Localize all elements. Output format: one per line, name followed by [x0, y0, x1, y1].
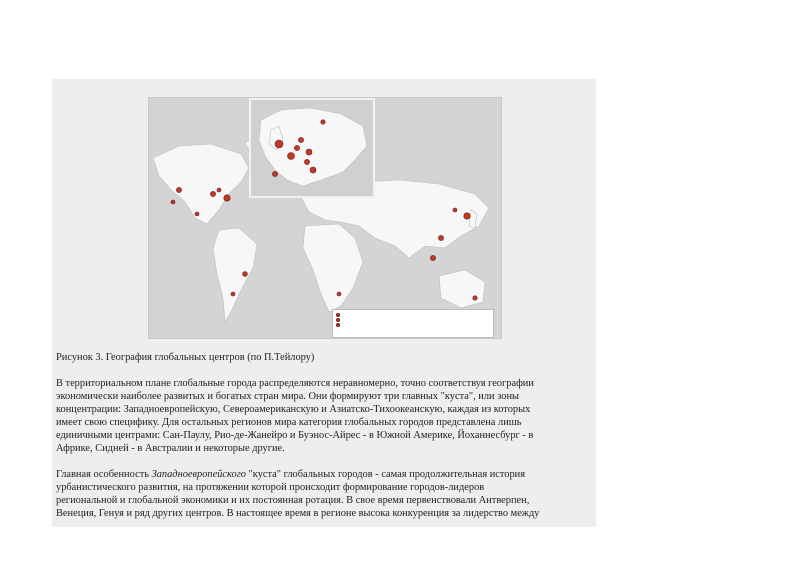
city-marker-seoul	[453, 208, 457, 212]
paragraph-line: урбанистического развития, на протяжении которой происходит формирование городов-лидеров	[56, 482, 485, 493]
paragraph-text: Главная особенность	[56, 469, 152, 480]
legend-marker-icon	[336, 313, 340, 317]
paragraph-line: экономически наиболее развитых и богатых стран мира. Они формируют три главных "куста", или зоны	[56, 391, 519, 402]
paragraph-1	[56, 377, 592, 455]
north-america-landmass	[153, 144, 249, 224]
map-legend	[332, 309, 494, 338]
city-marker-singapore	[430, 255, 435, 260]
legend-marker-icon	[336, 318, 340, 322]
paragraph-line	[56, 468, 592, 481]
paragraph-text: "куста" глобальных городов - самая продолжительная история	[245, 469, 526, 480]
city-marker-stockholm	[321, 120, 325, 124]
city-marker-new-york	[224, 195, 230, 201]
city-marker-tokyo	[464, 213, 470, 219]
city-marker-hong-kong	[438, 235, 443, 240]
city-marker-zurich	[304, 159, 309, 164]
legend-marker-icon	[336, 323, 340, 327]
document-page	[52, 79, 596, 527]
city-marker-amsterdam	[298, 137, 303, 142]
city-marker-paris	[288, 153, 295, 160]
city-marker-vancouver	[176, 187, 181, 192]
paragraph-line: В территориальном плане глобальные города распределяются неравномерно, точно соответствуя географии	[56, 378, 534, 389]
paragraph-line: единичными центрами: Сан-Паулу, Рио-де-Жанейро и Буэнос-Айрес - в Южной Америке, Йоханнесбург - в	[56, 430, 534, 441]
city-marker-madrid	[272, 171, 277, 176]
city-marker-sao-paulo	[243, 272, 248, 277]
europe-map	[251, 100, 373, 196]
figure-caption	[56, 351, 592, 364]
legend-row	[336, 322, 342, 327]
city-marker-chicago	[210, 191, 215, 196]
paragraph-line: региональной и глобальной экономики и их постоянная ротация. В свое время первенствовали Антверпен,	[56, 495, 530, 506]
city-marker-milan	[310, 167, 316, 173]
australia-landmass	[439, 270, 485, 308]
paragraph-line: Африке, Сидней - в Австралии и некоторые другие.	[56, 443, 285, 454]
city-marker-london	[275, 140, 283, 148]
city-marker-frankfurt	[306, 149, 312, 155]
south-america-landmass	[213, 228, 257, 322]
paragraph-2	[56, 468, 592, 520]
legend-left-column	[336, 312, 342, 327]
africa-landmass	[303, 224, 363, 312]
city-marker-toronto	[217, 188, 221, 192]
city-marker-sydney	[473, 296, 477, 300]
city-marker-johannesburg	[337, 292, 341, 296]
paragraph-line: имеет свою специфику. Для остальных регионов мира категория глобальных городов представлена лишь	[56, 417, 522, 428]
city-marker-buenos-aires	[231, 292, 235, 296]
europe-inset-map	[249, 98, 375, 198]
emphasis-text: Западноевропейского	[151, 469, 246, 480]
paragraph-line: концентрации: Западноевропейскую, Североамериканскую и Азиатско-Тихоокеанскую, каждая из которых	[56, 404, 531, 415]
world-map-figure	[148, 97, 502, 339]
city-marker-san-francisco	[171, 200, 175, 204]
figure-caption-text: Рисунок 3. География глобальных центров (по П.Тейлору)	[56, 352, 315, 363]
city-marker-brussels	[294, 145, 299, 150]
city-marker-mexico	[195, 212, 199, 216]
paragraph-line: Венеция, Генуя и ряд других центров. В настоящее время в регионе высока конкуренция за лидерство между	[56, 508, 540, 519]
